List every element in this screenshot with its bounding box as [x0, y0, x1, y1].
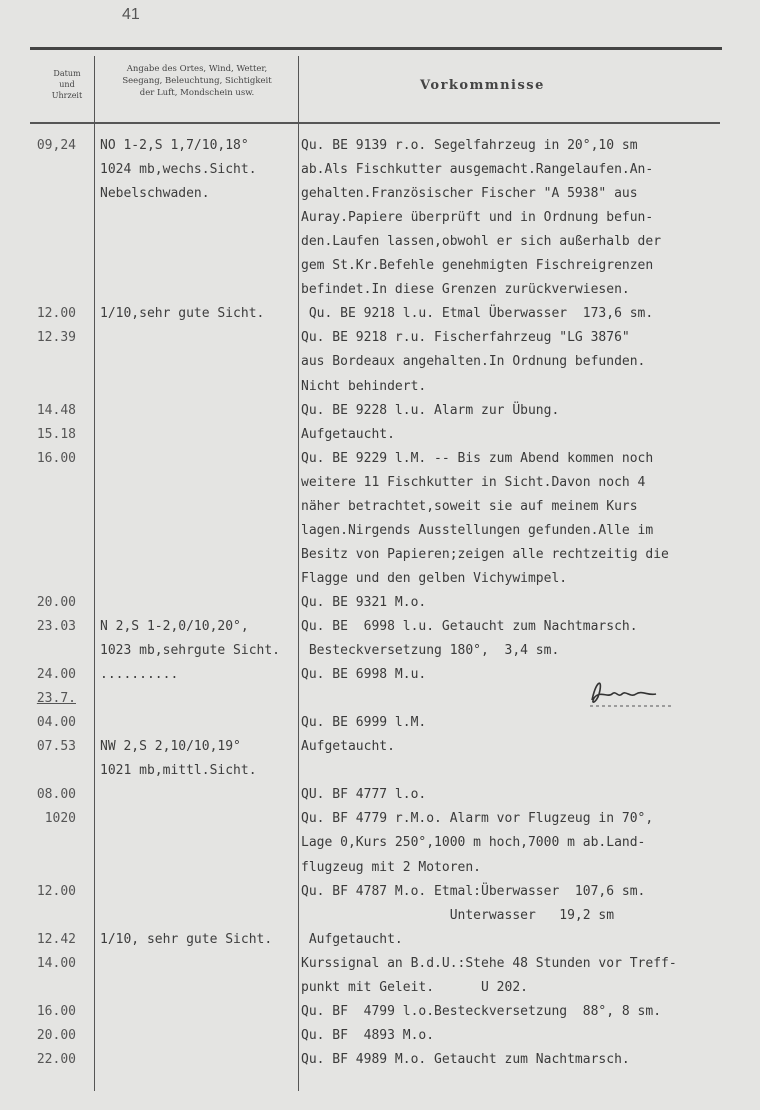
log-time: 16.00 — [36, 1003, 76, 1019]
log-event: befindet.In diese Grenzen zurückverwiesen. — [301, 282, 630, 298]
header-date-line: Uhrzeit — [51, 91, 83, 100]
log-event: QU. BF 4777 l.o. — [301, 787, 427, 803]
log-event: Qu. BF 4779 r.M.o. Alarm vor Flugzeug in 70°, — [301, 811, 654, 827]
log-event: gem St.Kr.Befehle genehmigten Fischreigrenzen — [301, 258, 654, 274]
log-event: weitere 11 Fischkutter in Sicht.Davon noch 4 — [301, 474, 646, 490]
log-time: 09,24 — [36, 138, 76, 153]
header-date-column — [40, 68, 94, 101]
log-event: Qu. BE 9229 l.M. -- Bis zum Abend kommen noch — [301, 450, 654, 466]
log-event: Lage 0,Kurs 250°,1000 m hoch,7000 m ab.Land- — [301, 835, 646, 851]
log-conditions: NW 2,S 2,10/10,19° — [100, 739, 241, 755]
log-time: 08.00 — [36, 787, 76, 803]
log-event: Qu. BF 4799 l.o.Besteckversetzung 88°, 8 sm. — [301, 1003, 662, 1019]
signature-mark — [586, 676, 676, 710]
log-event: Flagge und den gelben Vichywimpel. — [301, 570, 568, 586]
log-event: Aufgetaucht. — [301, 931, 403, 947]
log-time: 14.00 — [36, 955, 76, 971]
log-time: 22.00 — [36, 1051, 76, 1067]
log-event: Qu. BE 9218 r.u. Fischerfahrzeug "LG 3876" — [301, 330, 630, 346]
log-event: gehalten.Französischer Fischer "A 5938" aus — [301, 186, 638, 202]
log-conditions: N 2,S 1-2,0/10,20°, — [100, 619, 249, 634]
log-event: Nicht behindert. — [301, 378, 427, 394]
header-date-line: und — [59, 80, 75, 89]
log-conditions: 1/10, sehr gute Sicht. — [100, 931, 273, 947]
log-event: Qu. BE 6999 l.M. — [301, 715, 427, 731]
log-event: Qu. BE 9139 r.o. Segelfahrzeug in 20°,10 sm — [301, 138, 638, 153]
log-event: Unterwasser 19,2 sm — [301, 907, 615, 923]
log-time: 20.00 — [36, 594, 76, 610]
log-conditions: 1/10,sehr gute Sicht. — [100, 306, 265, 322]
header-location-line: Seegang, Beleuchtung, Sichtigkeit — [122, 76, 272, 86]
log-conditions: 1023 mb,sehrgute Sicht. — [100, 643, 281, 659]
log-event: flugzeug mit 2 Motoren. — [301, 859, 482, 875]
log-event: Qu. BE 6998 l.u. Getaucht zum Nachtmarsch. — [301, 619, 638, 634]
log-event: den.Laufen lassen,obwohl er sich außerhalb der — [301, 234, 662, 250]
log-event: punkt mit Geleit. U 202. — [301, 979, 528, 995]
log-event: näher betrachtet,soweit sie auf meinem Kurs — [301, 498, 638, 514]
log-conditions: 1021 mb,mittl.Sicht. — [100, 763, 257, 779]
top-rule — [30, 47, 722, 50]
log-time: 16.00 — [36, 450, 76, 466]
log-time: 12.00 — [36, 306, 76, 322]
log-event: Besitz von Papieren;zeigen alle rechtzeitig die — [301, 546, 669, 562]
log-event: Qu. BE 6998 M.u. — [301, 667, 427, 683]
header-location-line: Angabe des Ortes, Wind, Wetter, — [126, 64, 268, 74]
log-event: aus Bordeaux angehalten.In Ordnung befunden. — [301, 354, 646, 370]
log-conditions: NO 1-2,S 1,7/10,18° — [100, 138, 249, 153]
log-event: Qu. BF 4787 M.o. Etmal:Überwasser 107,6 sm. — [301, 883, 646, 899]
log-time: 12.39 — [36, 330, 76, 346]
log-time: 07.53 — [36, 739, 76, 755]
log-event: Qu. BF 4893 M.o. — [301, 1027, 435, 1043]
log-time: 04.00 — [36, 715, 76, 731]
header-location-line: der Luft, Mondschein usw. — [139, 88, 255, 98]
header-events-column: Vorkommnisse — [420, 78, 545, 93]
page-number: 41 — [122, 6, 140, 23]
log-event: ab.Als Fischkutter ausgemacht.Rangelaufen.An- — [301, 162, 654, 178]
column-divider-date — [94, 56, 95, 1091]
log-time: 12.00 — [36, 883, 76, 899]
log-time: 24.00 — [36, 667, 76, 683]
log-event: Aufgetaucht. — [301, 739, 395, 755]
log-event: lagen.Nirgends Ausstellungen gefunden.Alle im — [301, 522, 654, 538]
log-event: Besteckversetzung 180°, 3,4 sm. — [301, 643, 560, 659]
log-conditions: Nebelschwaden. — [100, 186, 210, 202]
log-event: Kurssignal an B.d.U.:Stehe 48 Stunden vor Treff- — [301, 955, 677, 971]
log-event: Qu. BE 9218 l.u. Etmal Überwasser 173,6 sm. — [301, 306, 654, 322]
log-conditions: 1024 mb,wechs.Sicht. — [100, 162, 257, 178]
header-location-column — [98, 63, 296, 99]
log-time: 23.7. — [36, 691, 76, 707]
log-event: Qu. BE 9228 l.u. Alarm zur Übung. — [301, 402, 560, 418]
log-time: 14.48 — [36, 402, 76, 418]
log-event: Qu. BF 4989 M.o. Getaucht zum Nachtmarsch. — [301, 1051, 630, 1067]
log-event: Aufgetaucht. — [301, 426, 395, 442]
header-rule — [30, 122, 720, 124]
log-time: 12.42 — [36, 931, 76, 947]
log-time: 15.18 — [36, 426, 76, 442]
header-date-line: Datum — [53, 69, 81, 78]
log-event: Auray.Papiere überprüft und in Ordnung befun- — [301, 210, 654, 226]
log-event: Qu. BE 9321 M.o. — [301, 594, 427, 610]
log-time: 23.03 — [36, 619, 76, 634]
log-conditions: .......... — [100, 667, 179, 683]
log-time: 1020 — [44, 811, 76, 827]
log-time: 20.00 — [36, 1027, 76, 1043]
